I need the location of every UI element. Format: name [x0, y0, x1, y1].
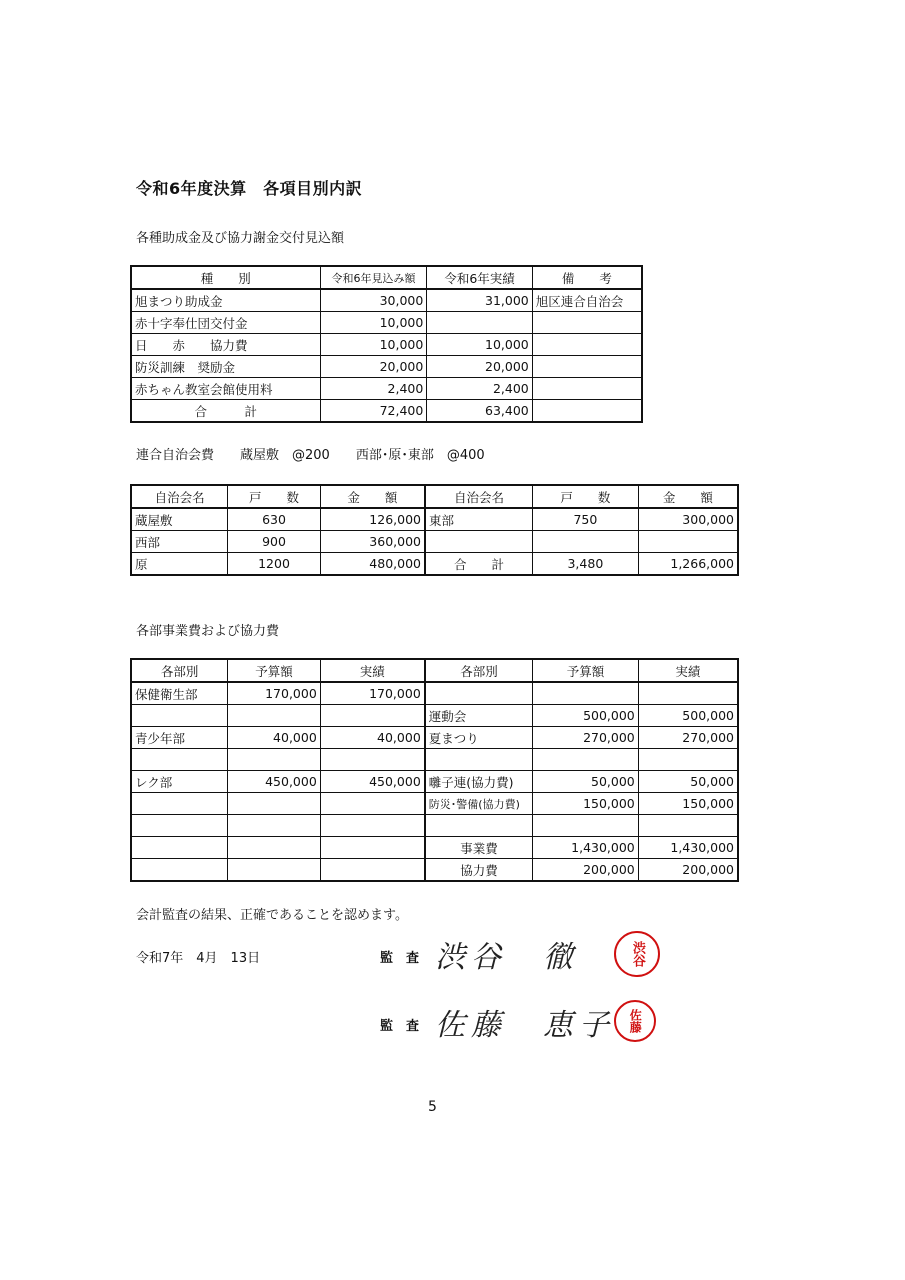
dues-amount-2	[638, 531, 738, 553]
dues-amount: 126,000	[320, 508, 425, 531]
dept-name-2	[425, 815, 533, 837]
page-title: 令和6年度決算 各項目別内訳	[136, 179, 363, 198]
grant-remarks	[532, 356, 642, 378]
grant-type: 日 赤 協力費	[131, 334, 320, 356]
table-row	[131, 793, 738, 815]
grant-estimate: 10,000	[320, 312, 427, 334]
grant-remarks	[532, 378, 642, 400]
grant-remarks	[532, 312, 642, 334]
dept-name: レク部	[131, 771, 228, 793]
dues-name: 原	[131, 553, 228, 576]
dept-actual	[320, 793, 424, 815]
table-row	[131, 378, 642, 400]
grant-remarks: 旭区連合自治会	[532, 289, 642, 312]
dept-name	[131, 837, 228, 859]
depts-col-actual: 実績	[320, 659, 424, 682]
dept-actual-2	[638, 682, 738, 705]
dept-budget-2: 1,430,000	[533, 837, 639, 859]
dept-actual-2: 1,430,000	[638, 837, 738, 859]
grant-estimate: 20,000	[320, 356, 427, 378]
dept-budget: 170,000	[228, 682, 321, 705]
table-row	[131, 508, 738, 531]
dept-actual	[320, 859, 424, 882]
grants-col-remarks: 備 考	[532, 266, 642, 289]
dept-actual	[320, 815, 424, 837]
table-row	[131, 531, 738, 553]
dues-amount-2: 300,000	[638, 508, 738, 531]
grant-actual: 2,400	[427, 378, 532, 400]
dues-total-households: 3,480	[533, 553, 639, 576]
dept-name-2: 囃子連(協力費)	[425, 771, 533, 793]
dues-households: 1200	[228, 553, 321, 576]
dept-budget	[228, 859, 321, 882]
grant-type: 赤十字奉仕団交付金	[131, 312, 320, 334]
grants-total-row	[131, 400, 642, 423]
dues-col-households: 戸 数	[228, 485, 321, 508]
dept-budget-2	[533, 815, 639, 837]
dept-name	[131, 749, 228, 771]
grant-type: 防災訓練 奨励金	[131, 356, 320, 378]
dept-name: 保健衛生部	[131, 682, 228, 705]
table-row	[131, 859, 738, 882]
dept-name-2: 協力費	[425, 859, 533, 882]
grants-total-label: 合 計	[131, 400, 320, 423]
dues-amount: 480,000	[320, 553, 425, 576]
grant-estimate: 10,000	[320, 334, 427, 356]
dept-actual-2: 50,000	[638, 771, 738, 793]
grant-estimate: 30,000	[320, 289, 427, 312]
table-row	[131, 312, 642, 334]
dept-name	[131, 859, 228, 882]
dept-budget: 450,000	[228, 771, 321, 793]
depts-heading: 各部事業費および協力費	[136, 624, 280, 639]
page-number: 5	[428, 1099, 437, 1115]
grant-estimate: 2,400	[320, 378, 427, 400]
grants-table	[130, 265, 643, 423]
dept-actual: 40,000	[320, 727, 424, 749]
seal-text: 佐藤	[628, 1009, 643, 1033]
dues-amount: 360,000	[320, 531, 425, 553]
grants-total-estimate: 72,400	[320, 400, 427, 423]
grants-col-type: 種 別	[131, 266, 320, 289]
seal-stamp	[614, 1000, 656, 1042]
dept-budget-2	[533, 682, 639, 705]
dues-col-name-2: 自治会名	[425, 485, 533, 508]
depts-header-row	[131, 659, 738, 682]
auditor-signature: 渋谷 徹	[435, 940, 579, 975]
dept-actual-2: 200,000	[638, 859, 738, 882]
table-row	[131, 289, 642, 312]
dues-name-2: 東部	[425, 508, 533, 531]
grant-type: 赤ちゃん教室会館使用料	[131, 378, 320, 400]
dept-actual	[320, 749, 424, 771]
dept-name: 青少年部	[131, 727, 228, 749]
audit-statement: 会計監査の結果、正確であることを認めます。	[136, 908, 408, 923]
grant-actual: 20,000	[427, 356, 532, 378]
dept-name	[131, 705, 228, 727]
dues-name-2	[425, 531, 533, 553]
dept-name-2: 事業費	[425, 837, 533, 859]
dept-name-2: 運動会	[425, 705, 533, 727]
dues-total-label: 合 計	[425, 553, 533, 576]
dues-households-2	[533, 531, 639, 553]
table-row	[131, 705, 738, 727]
depts-col-budget-2: 予算額	[533, 659, 639, 682]
dues-header-row	[131, 485, 738, 508]
dept-actual-2	[638, 815, 738, 837]
dept-actual: 450,000	[320, 771, 424, 793]
grants-total-remarks	[532, 400, 642, 423]
dept-budget-2: 200,000	[533, 859, 639, 882]
dues-total-amount: 1,266,000	[638, 553, 738, 576]
dues-col-name: 自治会名	[131, 485, 228, 508]
table-row	[131, 771, 738, 793]
dept-name-2: 夏まつり	[425, 727, 533, 749]
dept-budget	[228, 705, 321, 727]
grants-header-row	[131, 266, 642, 289]
dept-budget-2: 500,000	[533, 705, 639, 727]
depts-col-budget: 予算額	[228, 659, 321, 682]
table-row	[131, 837, 738, 859]
dues-name: 蔵屋敷	[131, 508, 228, 531]
dept-budget	[228, 815, 321, 837]
dept-budget-2: 50,000	[533, 771, 639, 793]
dept-budget	[228, 749, 321, 771]
grants-heading: 各種助成金及び協力謝金交付見込額	[136, 231, 345, 246]
grants-col-estimate: 令和6年見込み額	[320, 266, 427, 289]
dues-table	[130, 484, 739, 576]
dept-actual: 170,000	[320, 682, 424, 705]
dept-name	[131, 815, 228, 837]
dept-name	[131, 793, 228, 815]
dues-households: 630	[228, 508, 321, 531]
auditor-label: 監 査	[380, 1019, 420, 1034]
dept-budget-2	[533, 749, 639, 771]
grant-actual	[427, 312, 532, 334]
auditor-label: 監 査	[380, 951, 420, 966]
dues-households: 900	[228, 531, 321, 553]
dept-actual-2: 500,000	[638, 705, 738, 727]
dept-budget-2: 150,000	[533, 793, 639, 815]
dues-households-2: 750	[533, 508, 639, 531]
dues-col-households-2: 戸 数	[533, 485, 639, 508]
grant-actual: 31,000	[427, 289, 532, 312]
grants-total-actual: 63,400	[427, 400, 532, 423]
grant-remarks	[532, 334, 642, 356]
table-row	[131, 749, 738, 771]
auditor-signature: 佐藤 恵子	[435, 1008, 615, 1043]
dept-name-2: 防災･警備(協力費)	[425, 793, 533, 815]
grants-col-actual: 令和6年実績	[427, 266, 532, 289]
depts-col-dept-2: 各部別	[425, 659, 533, 682]
dept-actual	[320, 837, 424, 859]
dept-budget	[228, 793, 321, 815]
table-row	[131, 356, 642, 378]
dept-budget: 40,000	[228, 727, 321, 749]
table-row	[131, 727, 738, 749]
seal-text: 渋谷	[629, 941, 645, 967]
dept-budget	[228, 837, 321, 859]
depts-table	[130, 658, 739, 882]
dues-heading: 連合自治会費 蔵屋敷 @200 西部･原･東部 @400	[136, 448, 485, 463]
dues-col-amount: 金 額	[320, 485, 425, 508]
dues-col-amount-2: 金 額	[638, 485, 738, 508]
dues-name: 西部	[131, 531, 228, 553]
table-row	[131, 682, 738, 705]
dept-budget-2: 270,000	[533, 727, 639, 749]
depts-col-dept: 各部別	[131, 659, 228, 682]
audit-date: 令和7年 4月 13日	[136, 951, 261, 966]
dept-actual-2: 150,000	[638, 793, 738, 815]
table-row	[131, 334, 642, 356]
dept-name-2	[425, 682, 533, 705]
grant-actual: 10,000	[427, 334, 532, 356]
dept-actual-2: 270,000	[638, 727, 738, 749]
dept-actual	[320, 705, 424, 727]
table-row	[131, 553, 738, 576]
depts-col-actual-2: 実績	[638, 659, 738, 682]
dept-actual-2	[638, 749, 738, 771]
table-row	[131, 815, 738, 837]
dept-name-2	[425, 749, 533, 771]
grant-type: 旭まつり助成金	[131, 289, 320, 312]
seal-stamp	[614, 931, 660, 977]
